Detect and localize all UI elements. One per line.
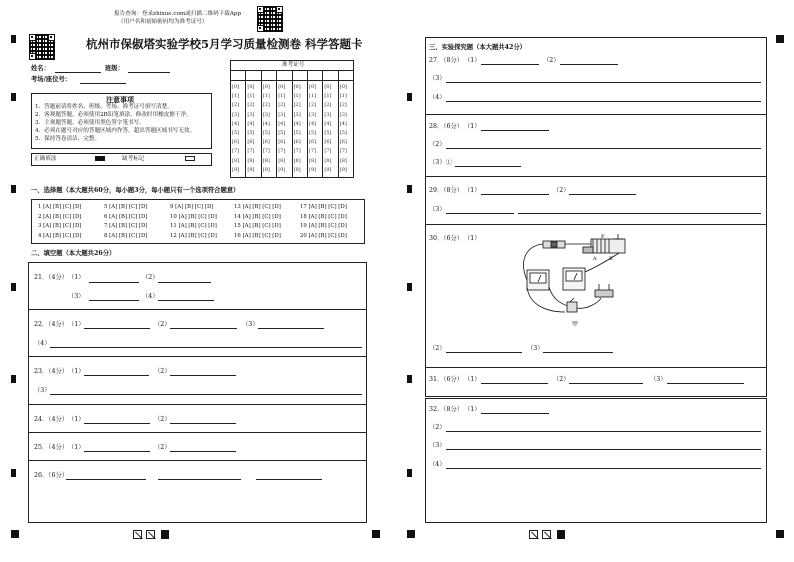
section-2-title: 二、填空题（本大题共26分） xyxy=(31,250,116,257)
answer-area-32 xyxy=(425,398,767,523)
q32-answer-1[interactable] xyxy=(481,413,549,414)
figure-label-p: P xyxy=(601,234,605,240)
divider xyxy=(425,224,767,225)
exam-digit-bubble[interactable]: [1] xyxy=(309,93,317,100)
q31-answer-2[interactable] xyxy=(569,383,643,384)
timing-mark xyxy=(407,283,412,291)
exam-digit-bubble[interactable]: [9] xyxy=(309,166,317,173)
divider xyxy=(28,309,367,310)
part-label: （1） xyxy=(68,274,85,281)
q25-answer-1[interactable] xyxy=(84,451,150,452)
timing-mark xyxy=(776,530,784,538)
part-label: （1） xyxy=(464,376,481,383)
q30-answer-3[interactable] xyxy=(543,352,613,353)
part-label: （1） xyxy=(68,444,85,451)
exam-digit-bubble[interactable]: [0] xyxy=(339,84,347,90)
choice-question[interactable]: 10 [A] [B] [C] [D] xyxy=(170,213,217,220)
q22-answer-1[interactable] xyxy=(84,328,150,329)
page-code-mark xyxy=(161,530,169,539)
figure-label-b: B xyxy=(609,256,613,262)
page-code-mark xyxy=(133,530,142,539)
exam-number-label: 准考证号 xyxy=(282,62,305,68)
exam-column-divider xyxy=(245,70,246,178)
q26-answer-2[interactable] xyxy=(158,479,241,480)
q31-answer-3[interactable] xyxy=(667,383,744,384)
choice-question[interactable]: 20 [A] [B] [C] [D] xyxy=(300,232,347,239)
q21-answer-2[interactable] xyxy=(158,282,211,283)
part-label: （1） xyxy=(464,123,481,130)
part-label: （3） xyxy=(650,376,667,383)
exam-column-divider xyxy=(276,70,277,178)
part-label: （1） xyxy=(464,235,481,242)
choice-question[interactable]: 13 [A] [B] [C] [D] xyxy=(234,204,281,210)
q27-answer-2[interactable] xyxy=(560,64,618,65)
room-seat-label: 考场/座位号： xyxy=(31,76,72,83)
timing-mark xyxy=(11,283,16,291)
filled-bubble-sample xyxy=(95,156,105,161)
q29-answer-2[interactable] xyxy=(569,194,636,195)
q21-label: 21．（4分） xyxy=(34,274,69,281)
timing-mark xyxy=(407,93,412,101)
part-label: （2） xyxy=(429,141,446,148)
notice-item: 5．保持答卷清洁、完整。 xyxy=(35,136,101,142)
q26-answer-3[interactable] xyxy=(256,479,322,480)
choice-question[interactable]: 9 [A] [B] [C] [D] xyxy=(170,204,214,210)
page-code-mark xyxy=(557,530,565,539)
exam-column-divider xyxy=(261,70,262,178)
q26-answer-1[interactable] xyxy=(66,479,146,480)
timing-mark xyxy=(11,93,16,101)
sheet-title: 杭州市保俶塔实验学校5月学习质量检测卷 科学答题卡 xyxy=(86,37,363,51)
notice-item: 4．必须在题号对应的答题区域内作答，超出答题区域书写无效。 xyxy=(35,128,196,134)
exam-digit-bubble[interactable]: [7] xyxy=(278,148,286,155)
exam-digit-bubble[interactable]: [0] xyxy=(309,84,317,90)
part-label: （1） xyxy=(68,416,85,423)
exam-digit-bubble[interactable]: [2] xyxy=(293,102,301,109)
q32-answer-4[interactable] xyxy=(446,468,761,469)
timing-mark xyxy=(776,35,784,43)
part-label: （3） xyxy=(242,321,259,328)
q32-label: 32．（8分） xyxy=(429,406,464,413)
choice-question[interactable]: 3 [A] [B] [C] [D] xyxy=(38,223,82,229)
q22-label: 22．（4分） xyxy=(34,321,69,328)
q26-label: 26．（6分） xyxy=(34,472,69,479)
exam-digit-bubble[interactable]: [7] xyxy=(339,148,347,155)
exam-digit-bubble[interactable]: [7] xyxy=(309,148,317,155)
q28-label: 28．（6分） xyxy=(429,123,464,130)
choice-question[interactable]: 2 [A] [B] [C] [D] xyxy=(38,213,82,220)
q30-label: 30．（6分） xyxy=(429,235,464,242)
q25-answer-2[interactable] xyxy=(170,451,236,452)
q28-answer-3[interactable] xyxy=(455,166,521,167)
q23-answer-2[interactable] xyxy=(170,375,236,376)
exam-digit-bubble[interactable]: [6] xyxy=(247,139,255,146)
exam-column-divider xyxy=(307,70,308,178)
part-label: （3） xyxy=(429,442,446,449)
room-seat-field[interactable] xyxy=(80,83,126,84)
part-label: （2） xyxy=(154,444,171,451)
q21-answer-3[interactable] xyxy=(89,300,139,301)
exam-digit-bubble[interactable]: [8] xyxy=(293,157,301,164)
exam-digit-bubble[interactable]: [0] xyxy=(324,84,332,90)
part-label: （3） xyxy=(34,387,51,394)
exam-column-divider xyxy=(338,70,339,178)
part-label: （2） xyxy=(429,345,446,352)
figure-label-a: A xyxy=(593,256,597,262)
exam-digit-bubble[interactable]: [7] xyxy=(247,148,255,155)
name-label: 姓名： xyxy=(31,65,50,72)
q24-answer-2[interactable] xyxy=(170,423,236,424)
name-field[interactable] xyxy=(55,72,101,73)
exam-digit-bubble[interactable]: [8] xyxy=(232,157,240,164)
timing-mark xyxy=(11,375,16,383)
exam-digit-bubble[interactable]: [4] xyxy=(324,120,332,127)
exam-digit-bubble[interactable]: [8] xyxy=(247,157,255,164)
q27-label: 27．（8分） xyxy=(429,57,464,64)
divider xyxy=(28,432,367,433)
exam-digit-bubble[interactable]: [0] xyxy=(278,84,286,90)
section-3-title: 三、实验探究题（本大题共42分） xyxy=(429,44,526,51)
exam-digit-bubble[interactable]: [5] xyxy=(339,130,347,136)
q29-answer-3b[interactable] xyxy=(518,213,761,214)
choice-question[interactable]: 5 [A] [B] [C] [D] xyxy=(104,204,148,210)
part-label: （1） xyxy=(464,57,481,64)
exam-digit-bubble[interactable]: [8] xyxy=(309,157,317,164)
exam-digit-bubble[interactable]: [7] xyxy=(324,148,332,155)
q24-answer-1[interactable] xyxy=(84,423,150,424)
exam-digit-bubble[interactable]: [1] xyxy=(339,93,347,100)
page-code-mark xyxy=(542,530,551,539)
q28-answer-2[interactable] xyxy=(446,148,761,149)
part-label: （2） xyxy=(543,57,560,64)
exam-digit-bubble[interactable]: [9] xyxy=(339,166,347,173)
choice-question[interactable]: 8 [A] [B] [C] [D] xyxy=(104,232,148,239)
exam-digit-bubble[interactable]: [2] xyxy=(232,102,240,109)
part-label: （3） xyxy=(429,75,446,82)
exam-digit-bubble[interactable]: [4] xyxy=(262,120,270,127)
choice-question[interactable]: 1 [A] [B] [C] [D] xyxy=(38,204,82,210)
exam-digit-bubble[interactable]: [4] xyxy=(339,120,347,127)
exam-digit-bubble[interactable]: [8] xyxy=(278,157,286,164)
exam-digit-bubble[interactable]: [4] xyxy=(293,120,301,127)
absent-label: 缺考标记 xyxy=(122,156,145,162)
choice-question[interactable]: 4 [A] [B] [C] [D] xyxy=(38,232,82,239)
exam-digit-bubble[interactable]: [4] xyxy=(232,120,240,127)
q29-answer-3a[interactable] xyxy=(446,213,514,214)
page-code-mark xyxy=(529,530,538,539)
q23-label: 23．（4分） xyxy=(34,368,69,375)
q28-sub-label: （3）① xyxy=(429,159,452,166)
exam-digit-bubble[interactable]: [2] xyxy=(324,102,332,109)
q22-answer-3[interactable] xyxy=(258,328,324,329)
timing-mark xyxy=(372,530,380,538)
exam-digit-bubble[interactable]: [8] xyxy=(339,157,347,164)
exam-digit-bubble[interactable]: [6] xyxy=(278,139,286,146)
part-label: （3） xyxy=(68,293,85,300)
q27-answer-4[interactable] xyxy=(446,101,761,102)
exam-digit-bubble[interactable]: [5] xyxy=(324,130,332,136)
report-notice-line1: 报告查询：登录zhixue.com或扫描二维码下载App xyxy=(114,11,242,17)
part-label: （2） xyxy=(154,368,171,375)
exam-digit-bubble[interactable]: [2] xyxy=(262,102,270,109)
section-1-title: 一、选择题（本大题共60分，每小题3分，每小题只有一个选项符合题意） xyxy=(31,187,240,194)
q29-label: 29．（8分） xyxy=(429,187,464,194)
qr-corner xyxy=(257,6,264,13)
choice-question[interactable]: 15 [A] [B] [C] [D] xyxy=(234,223,281,229)
choice-question[interactable]: 12 [A] [B] [C] [D] xyxy=(170,232,217,239)
exam-digit-bubble[interactable]: [1] xyxy=(293,93,301,100)
qr-corner xyxy=(276,6,283,13)
exam-digit-bubble[interactable]: [7] xyxy=(293,148,301,155)
part-label: （2） xyxy=(429,424,446,431)
exam-digit-bubble[interactable]: [3] xyxy=(309,111,317,118)
q31-label: 31．（6分） xyxy=(429,376,464,383)
exam-digit-bubble[interactable]: [3] xyxy=(247,111,255,118)
part-label: （3） xyxy=(429,206,446,213)
divider xyxy=(425,176,767,177)
exam-digit-bubble[interactable]: [1] xyxy=(232,93,240,100)
part-label: （1） xyxy=(464,406,481,413)
q27-answer-1[interactable] xyxy=(481,64,539,65)
exam-digit-bubble[interactable]: [5] xyxy=(293,130,301,136)
notice-item: 1．答题前请将姓名、班级、考场、准考证号填写清楚。 xyxy=(35,104,173,110)
q30-answer-2[interactable] xyxy=(446,352,522,353)
exam-digit-bubble[interactable]: [7] xyxy=(232,148,240,155)
notice-item: 3．主观题答题，必须使用黑色签字笔书写。 xyxy=(35,120,145,126)
q23-answer-3[interactable] xyxy=(50,394,362,395)
exam-digit-bubble[interactable]: [2] xyxy=(278,102,286,109)
exam-digit-bubble[interactable]: [4] xyxy=(247,120,255,127)
exam-digit-bubble[interactable]: [6] xyxy=(324,139,332,146)
q32-answer-2[interactable] xyxy=(446,431,761,432)
part-label: （4） xyxy=(142,293,159,300)
divider xyxy=(425,367,767,368)
q22-answer-2[interactable] xyxy=(170,328,237,329)
exam-digit-bubble[interactable]: [1] xyxy=(324,93,332,100)
q24-label: 24．（4分） xyxy=(34,416,69,423)
q29-answer-1[interactable] xyxy=(481,194,549,195)
exam-digit-bubble[interactable]: [4] xyxy=(309,120,317,127)
choice-question[interactable]: 17 [A] [B] [C] [D] xyxy=(300,204,347,210)
exam-digit-bubble[interactable]: [3] xyxy=(232,111,240,118)
class-label: 班级： xyxy=(105,65,124,72)
class-field[interactable] xyxy=(128,72,170,73)
choice-question[interactable]: 7 [A] [B] [C] [D] xyxy=(104,223,148,229)
exam-digit-bubble[interactable]: [6] xyxy=(232,139,240,146)
q21-answer-4[interactable] xyxy=(158,300,214,301)
qr-corner xyxy=(29,34,36,41)
exam-digit-bubble[interactable]: [2] xyxy=(247,102,255,109)
exam-digit-bubble[interactable]: [8] xyxy=(324,157,332,164)
choice-question[interactable]: 14 [A] [B] [C] [D] xyxy=(234,213,281,220)
exam-digit-bubble[interactable]: [0] xyxy=(232,84,240,90)
choice-question[interactable]: 11 [A] [B] [C] [D] xyxy=(170,223,217,229)
notice-item: 2．客观题答题，必须使用2B铅笔填涂，修改时用橡皮擦干净。 xyxy=(35,112,192,118)
exam-digit-bubble[interactable]: [4] xyxy=(278,120,286,127)
qr-corner xyxy=(257,25,264,32)
exam-digit-bubble[interactable]: [7] xyxy=(262,148,270,155)
part-label: （4） xyxy=(34,340,51,347)
part-label: （2） xyxy=(142,274,159,281)
choice-question[interactable]: 18 [A] [B] [C] [D] xyxy=(300,213,347,220)
part-label: （2） xyxy=(154,416,171,423)
qr-corner xyxy=(29,53,36,60)
timing-mark xyxy=(11,185,16,193)
part-label: （4） xyxy=(429,461,446,468)
q25-label: 25．（4分） xyxy=(34,444,69,451)
exam-digit-bubble[interactable]: [3] xyxy=(324,111,332,118)
divider xyxy=(28,404,367,405)
q31-answer-1[interactable] xyxy=(481,383,548,384)
part-label: （3） xyxy=(527,345,544,352)
exam-digit-bubble[interactable]: [1] xyxy=(278,93,286,100)
part-label: （1） xyxy=(68,321,85,328)
exam-digit-bubble[interactable]: [6] xyxy=(293,139,301,146)
part-label: （2） xyxy=(553,187,570,194)
timing-mark xyxy=(11,469,16,477)
exam-digit-bubble[interactable]: [9] xyxy=(278,166,286,173)
exam-digit-bubble[interactable]: [6] xyxy=(339,139,347,146)
exam-digit-bubble[interactable]: [5] xyxy=(309,130,317,136)
timing-mark xyxy=(407,375,412,383)
exam-digit-bubble[interactable]: [9] xyxy=(324,166,332,173)
page-code-mark xyxy=(146,530,155,539)
exam-digit-bubble[interactable]: [0] xyxy=(293,84,301,90)
qr-corner xyxy=(48,34,55,41)
timing-mark xyxy=(407,185,412,193)
q27-answer-3[interactable] xyxy=(446,82,761,83)
q32-answer-3[interactable] xyxy=(446,449,761,450)
divider xyxy=(425,114,767,115)
exam-column-divider xyxy=(322,70,323,178)
exam-digit-bubble[interactable]: [3] xyxy=(262,111,270,118)
exam-digit-bubble[interactable]: [0] xyxy=(262,84,270,90)
answer-area-21-26 xyxy=(28,262,367,523)
choice-question[interactable]: 16 [A] [B] [C] [D] xyxy=(234,232,281,239)
choice-question[interactable]: 6 [A] [B] [C] [D] xyxy=(104,213,148,220)
divider xyxy=(28,460,367,461)
notice-title: 注意事项 xyxy=(106,95,134,104)
q21-answer-1[interactable] xyxy=(89,282,139,283)
absent-mark-box[interactable] xyxy=(185,156,195,161)
timing-mark xyxy=(11,530,19,538)
exam-digit-bubble[interactable]: [3] xyxy=(339,111,347,118)
timing-mark xyxy=(407,469,412,477)
fill-example-label: 正确填涂 xyxy=(34,156,57,162)
q28-answer-1[interactable] xyxy=(481,130,549,131)
exam-digit-bubble[interactable]: [3] xyxy=(278,111,286,118)
exam-digit-bubble[interactable]: [5] xyxy=(232,130,240,136)
part-label: （4） xyxy=(429,94,446,101)
exam-digit-bubble[interactable]: [2] xyxy=(339,102,347,109)
exam-digit-bubble[interactable]: [5] xyxy=(278,130,286,136)
q23-answer-1[interactable] xyxy=(84,375,149,376)
exam-digit-bubble[interactable]: [0] xyxy=(247,84,255,90)
part-label: （1） xyxy=(464,187,481,194)
report-notice-line2: （用户名和初始密码均为准考证号） xyxy=(118,19,208,25)
exam-digit-bubble[interactable]: [6] xyxy=(309,139,317,146)
exam-column-divider xyxy=(292,70,293,178)
timing-mark xyxy=(407,530,415,538)
figure-label-jia: 甲 xyxy=(572,321,579,328)
divider xyxy=(28,356,367,357)
exam-digit-bubble[interactable]: [9] xyxy=(293,166,301,173)
part-label: （2） xyxy=(553,376,570,383)
choice-question[interactable]: 19 [A] [B] [C] [D] xyxy=(300,223,347,229)
timing-mark xyxy=(11,35,16,43)
exam-digit-bubble[interactable]: [9] xyxy=(247,166,255,173)
answer-area-27-31 xyxy=(425,37,767,397)
exam-digit-bubble[interactable]: [5] xyxy=(247,130,255,136)
part-label: （2） xyxy=(154,321,171,328)
exam-digit-bubble[interactable]: [5] xyxy=(262,130,270,136)
exam-digit-bubble[interactable]: [1] xyxy=(247,93,255,100)
exam-digit-bubble[interactable]: [1] xyxy=(262,93,270,100)
exam-digit-bubble[interactable]: [9] xyxy=(232,166,240,173)
exam-digit-bubble[interactable]: [3] xyxy=(293,111,301,118)
part-label: （1） xyxy=(68,368,85,375)
q22-answer-4[interactable] xyxy=(50,347,362,348)
exam-digit-bubble[interactable]: [2] xyxy=(309,102,317,109)
exam-digit-bubble[interactable]: [8] xyxy=(262,157,270,164)
exam-digit-bubble[interactable]: [9] xyxy=(262,166,270,173)
circuit-diagram xyxy=(515,232,635,332)
exam-digit-bubble[interactable]: [6] xyxy=(262,139,270,146)
